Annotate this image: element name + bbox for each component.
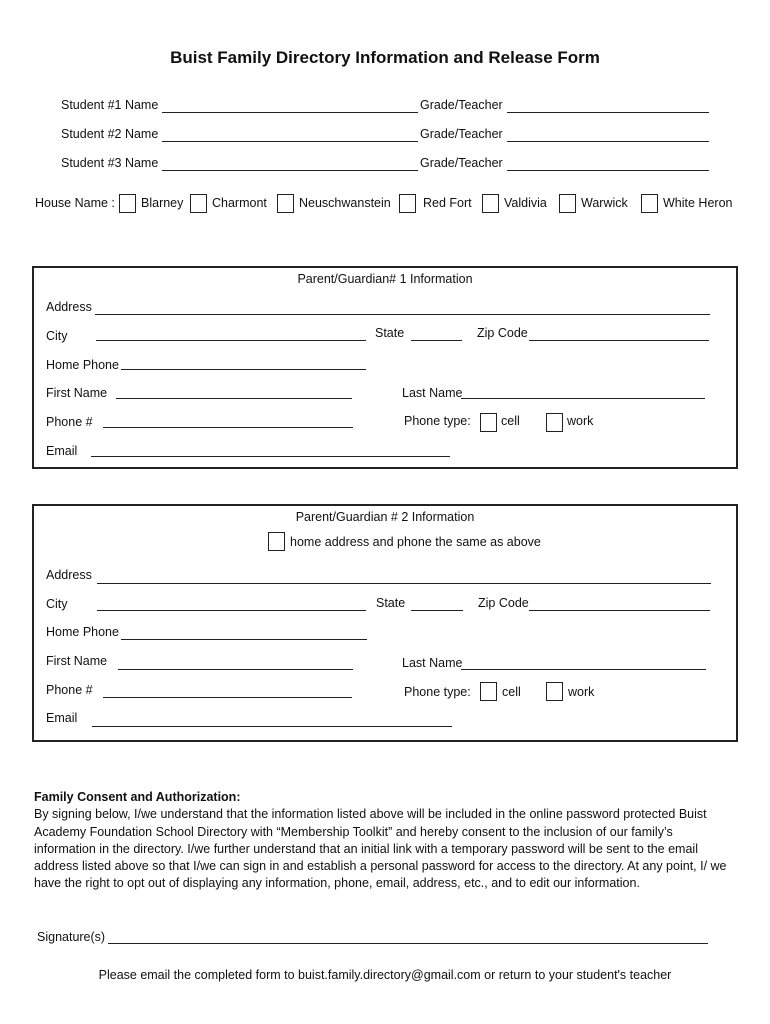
guardian-1-first-name-field[interactable]: [116, 398, 352, 399]
guardian-1-state-field[interactable]: [411, 340, 462, 341]
guardian-2-zip-field[interactable]: [529, 610, 710, 611]
house-charmont-checkbox[interactable]: [190, 194, 207, 213]
guardian-2-cell-label: cell: [502, 685, 521, 699]
house-blarney-label: Blarney: [141, 196, 184, 210]
student-3-grade-field[interactable]: [507, 170, 709, 171]
student-1-name-field[interactable]: [162, 112, 418, 113]
house-label: House Name :: [35, 196, 115, 210]
guardian-1-zip-field[interactable]: [529, 340, 709, 341]
guardian-2-same-as-above-label: home address and phone the same as above: [290, 535, 541, 549]
guardian-1-home-phone-field[interactable]: [121, 369, 366, 370]
guardian-1-zip-label: Zip Code: [477, 326, 528, 340]
guardian-1-phone-field[interactable]: [103, 427, 353, 428]
house-red-fort-label: Red Fort: [423, 196, 472, 210]
guardian-2-home-phone-label: Home Phone: [46, 625, 119, 639]
guardian-1-heading: Parent/Guardian# 1 Information: [297, 272, 473, 286]
guardian-1-section: [32, 266, 738, 469]
guardian-2-first-name-label: First Name: [46, 654, 108, 668]
student-3-name-field[interactable]: [162, 170, 418, 171]
guardian-2-work-checkbox[interactable]: [546, 682, 563, 701]
house-charmont-label: Charmont: [212, 196, 267, 210]
guardian-1-email-label: Email: [46, 444, 78, 458]
guardian-1-cell-label: cell: [501, 414, 520, 428]
student-1-grade-label: Grade/Teacher: [420, 98, 503, 112]
guardian-2-city-field[interactable]: [97, 610, 366, 611]
consent-heading: Family Consent and Authorization:: [34, 790, 241, 804]
student-3-name-label: Student #3 Name: [61, 156, 159, 170]
guardian-2-home-phone-field[interactable]: [121, 639, 367, 640]
student-2-name-field[interactable]: [162, 141, 418, 142]
guardian-1-address-field[interactable]: [95, 314, 710, 315]
house-warwick-label: Warwick: [581, 196, 628, 210]
house-neuschwanstein-checkbox[interactable]: [277, 194, 294, 213]
guardian-2-phone-label: Phone #: [46, 683, 93, 697]
student-3-grade-label: Grade/Teacher: [420, 156, 503, 170]
student-1-name-label: Student #1 Name: [61, 98, 159, 112]
guardian-2-email-field[interactable]: [92, 726, 452, 727]
guardian-2-cell-checkbox[interactable]: [480, 682, 497, 701]
guardian-1-work-label: work: [567, 414, 594, 428]
house-blarney-checkbox[interactable]: [119, 194, 136, 213]
guardian-1-first-name-label: First Name: [46, 386, 108, 400]
guardian-2-same-as-above-checkbox[interactable]: [268, 532, 285, 551]
footer-instructions: Please email the completed form to buist.family.directory@gmail.com or return to your student's teacher: [98, 968, 672, 982]
guardian-1-state-label: State: [375, 326, 405, 340]
page-title: Buist Family Directory Information and Release Form: [170, 48, 600, 67]
house-valdivia-checkbox[interactable]: [482, 194, 499, 213]
house-red-fort-checkbox[interactable]: [399, 194, 416, 213]
guardian-2-state-field[interactable]: [411, 610, 463, 611]
guardian-2-city-label: City: [46, 597, 68, 611]
guardian-1-city-field[interactable]: [96, 340, 366, 341]
student-2-grade-field[interactable]: [507, 141, 709, 142]
guardian-2-email-label: Email: [46, 711, 78, 725]
student-2-grade-label: Grade/Teacher: [420, 127, 503, 141]
guardian-2-heading: Parent/Guardian # 2 Information: [295, 510, 475, 524]
student-1-grade-field[interactable]: [507, 112, 709, 113]
guardian-1-address-label: Address: [46, 300, 92, 314]
guardian-1-cell-checkbox[interactable]: [480, 413, 497, 432]
house-neuschwanstein-label: Neuschwanstein: [299, 196, 391, 210]
house-warwick-checkbox[interactable]: [559, 194, 576, 213]
guardian-1-work-checkbox[interactable]: [546, 413, 563, 432]
guardian-2-state-label: State: [376, 596, 406, 610]
consent-body: By signing below, I/we understand that the information listed above will be included in the online password protected Buist Academy Foundation School Directory with “Membership Toolkit” and hereby consent to the inclusion of our family’s information in the directory. I/we further understand that an initial link with a temporary password will be sent to the email address listed above so that I/we can sign in and establish a personal password for access to the directory. At any point, I/ we have the right to opt out of displaying any information, phone, email, address, etc., and to edit our information.: [34, 807, 727, 891]
guardian-1-last-name-field[interactable]: [461, 398, 705, 399]
guardian-2-address-field[interactable]: [97, 583, 711, 584]
signature-label: Signature(s): [37, 930, 106, 944]
guardian-2-phone-field[interactable]: [103, 697, 352, 698]
guardian-1-home-phone-label: Home Phone: [46, 358, 119, 372]
consent-section: [34, 789, 734, 893]
guardian-1-phone-label: Phone #: [46, 415, 93, 429]
guardian-2-last-name-field[interactable]: [461, 669, 706, 670]
guardian-2-work-label: work: [568, 685, 595, 699]
guardian-2-address-label: Address: [46, 568, 92, 582]
guardian-1-phone-type-label: Phone type:: [404, 414, 471, 428]
student-2-name-label: Student #2 Name: [61, 127, 159, 141]
guardian-1-city-label: City: [46, 329, 68, 343]
guardian-1-last-name-label: Last Name: [402, 386, 463, 400]
guardian-2-zip-label: Zip Code: [478, 596, 529, 610]
house-white-heron-label: White Heron: [663, 196, 733, 210]
house-valdivia-label: Valdivia: [504, 196, 547, 210]
guardian-2-first-name-field[interactable]: [118, 669, 353, 670]
house-white-heron-checkbox[interactable]: [641, 194, 658, 213]
guardian-2-phone-type-label: Phone type:: [404, 685, 471, 699]
guardian-1-email-field[interactable]: [91, 456, 450, 457]
guardian-2-last-name-label: Last Name: [402, 656, 463, 670]
signature-field[interactable]: [108, 943, 708, 944]
